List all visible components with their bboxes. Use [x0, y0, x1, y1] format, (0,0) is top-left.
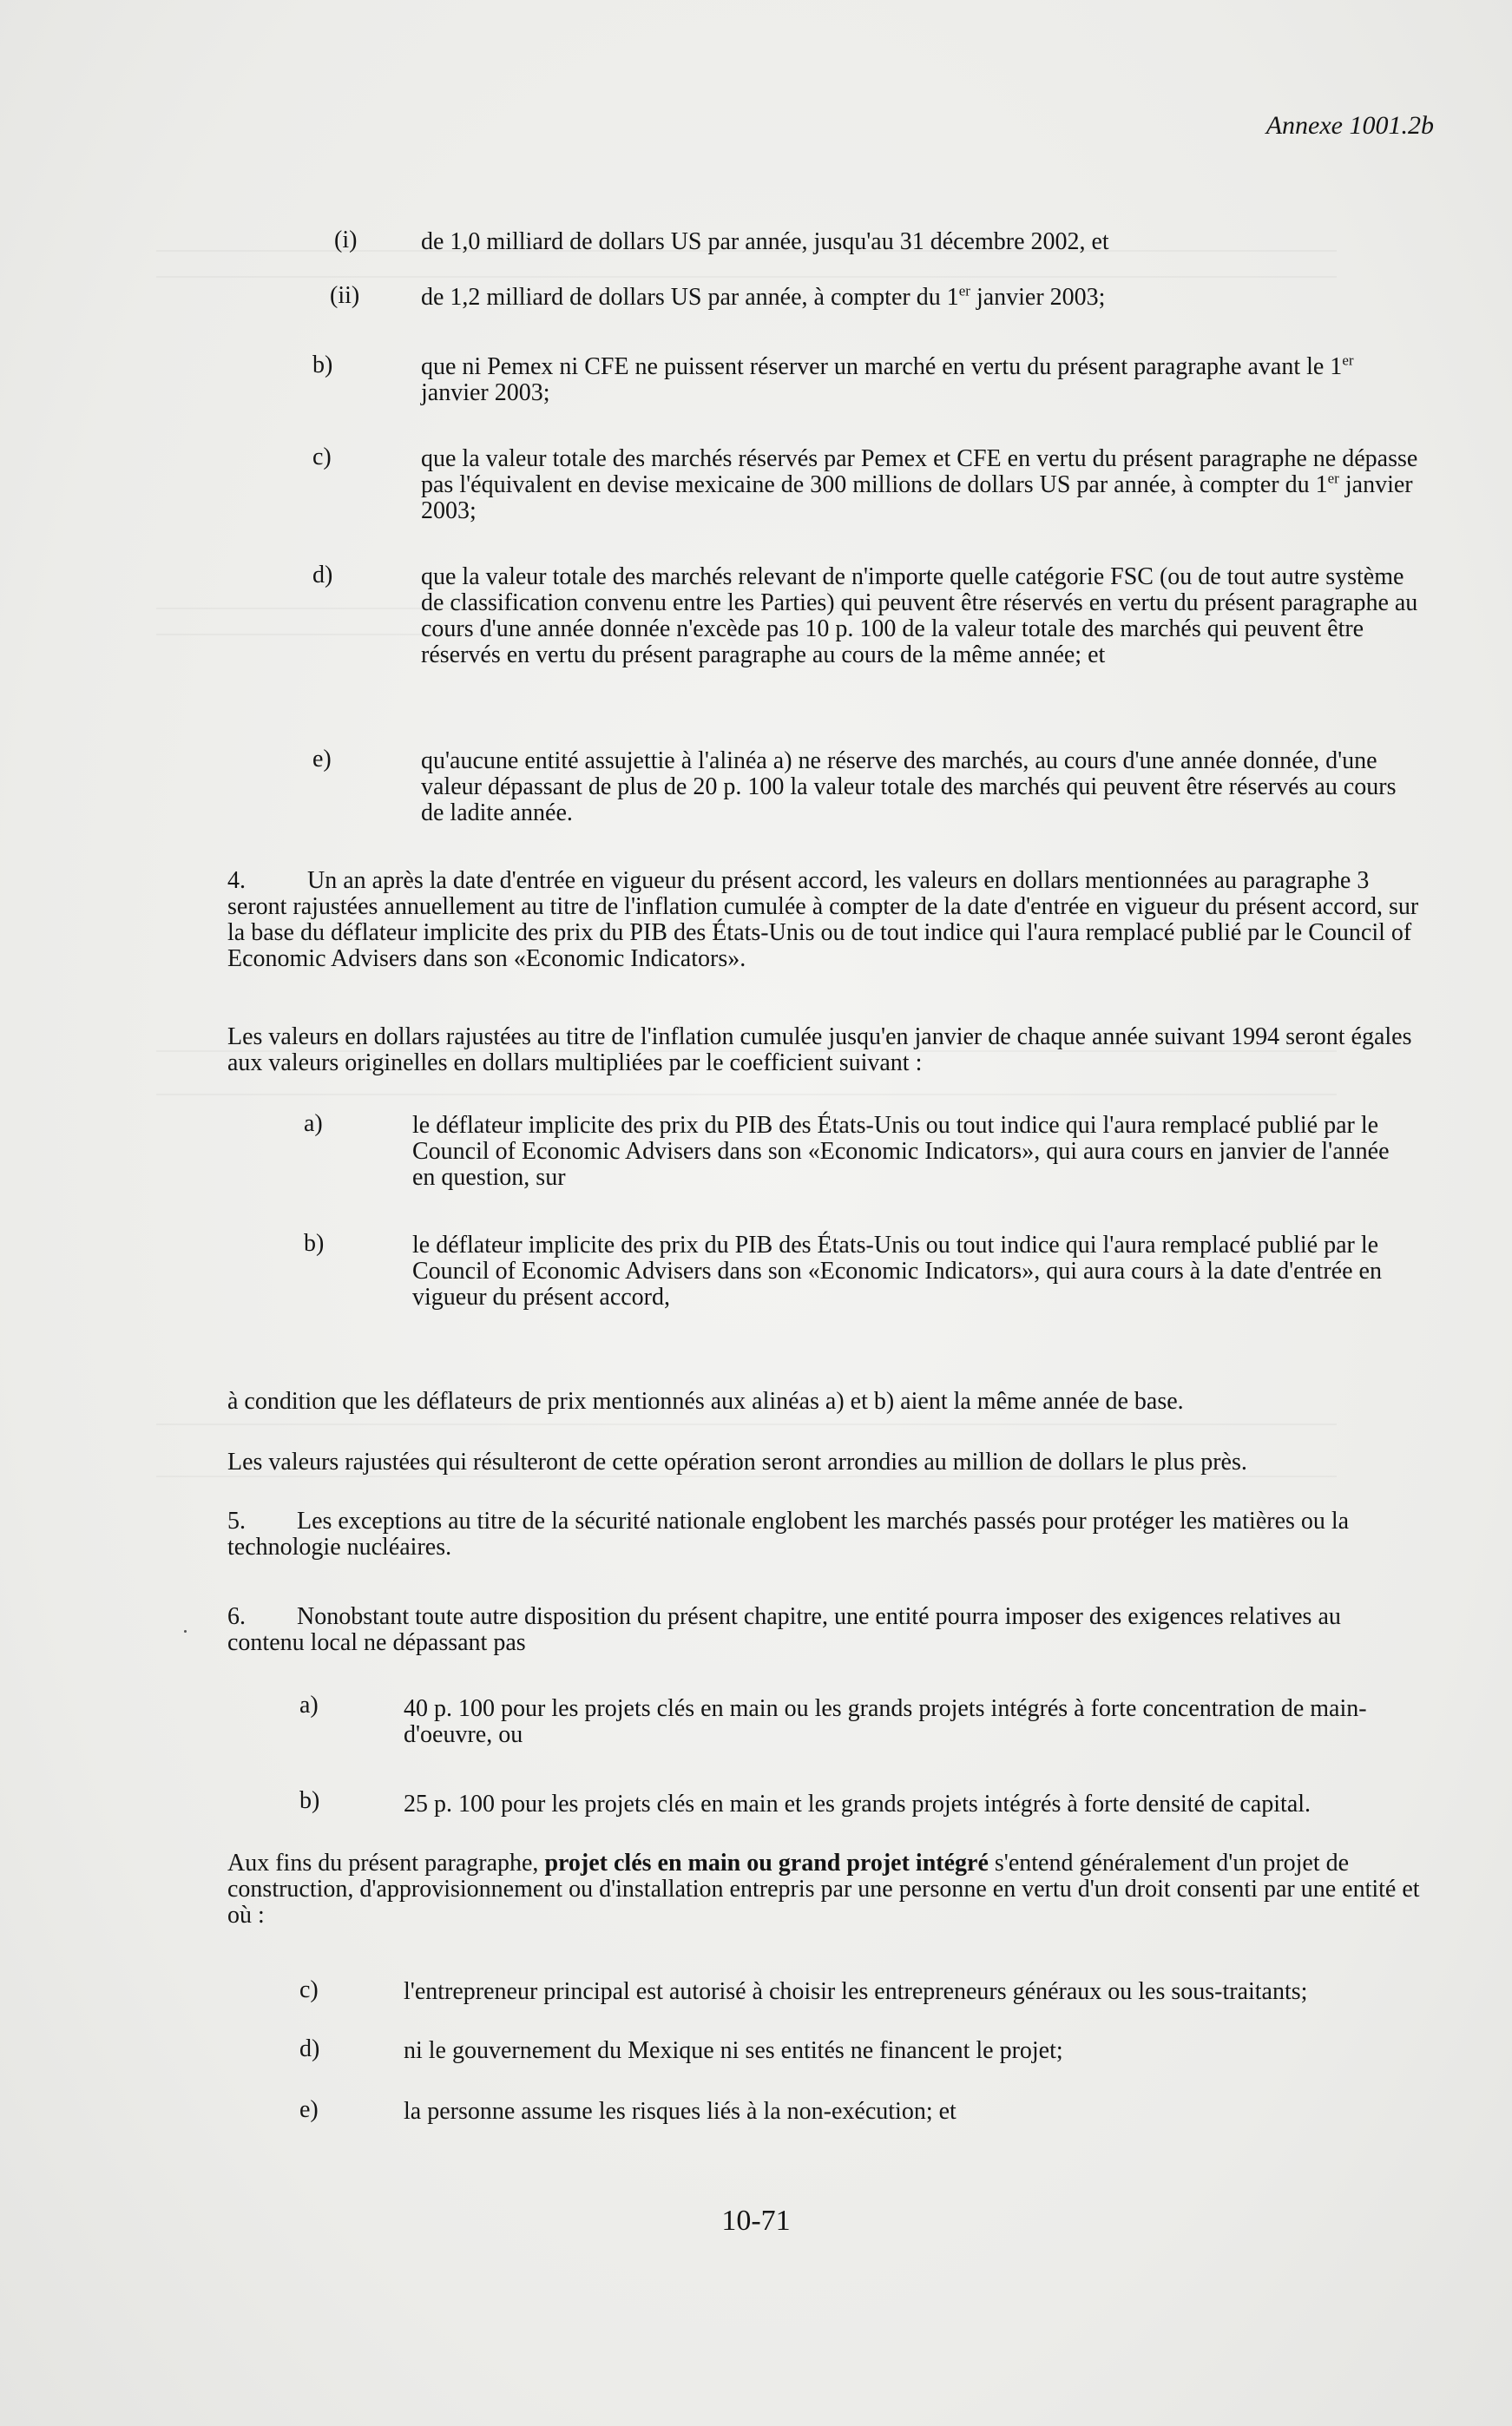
para4-item-a-text: le déflateur implicite des prix du PIB des États-Unis ou tout indice qui l'aura remplacé publié par le Council of Economic Advisers dans son «Economic Indicators», qui aura cours en janvier de l'année en question, sur: [412, 1112, 1390, 1191]
para6-item-e-text: la personne assume les risques liés à la non-exécution; et: [404, 2098, 957, 2125]
show-through-line: [156, 1476, 1337, 1477]
item-d-label: d): [312, 562, 333, 588]
item-e-text: qu'aucune entité assujettie à l'alinéa a) ne réserve des marchés, au cours d'une année donnée, d'une valeur dépassant de plus de 20 p. 100 la valeur totale des marchés qui peuvent être réservés au cours de ladite année.: [421, 747, 1397, 826]
annex-header: Annexe 1001.2b: [1265, 111, 1434, 140]
para6-item-a-label: a): [299, 1692, 319, 1719]
paragraph-6-definition: Aux fins du présent paragraphe, projet clés en main ou grand projet intégré s'entend généralement d'un projet de construction, d'approvisionnement ou d'installation entrepris par une personne en vertu d'un droit consenti par une entité et où :: [227, 1850, 1420, 1929]
para6-item-e-label: e): [299, 2096, 319, 2123]
para6-item-d-text: ni le gouvernement du Mexique ni ses entités ne financent le projet;: [404, 2037, 1063, 2064]
paragraph-4-condition: à condition que les déflateurs de prix mentionnés aux alinéas a) et b) aient la même année de base.: [227, 1388, 1184, 1415]
item-c-label: c): [312, 444, 332, 470]
scan-speck: [184, 1630, 187, 1633]
show-through-line: [156, 1094, 1337, 1095]
paragraph-4-rounding: Les valeurs rajustées qui résulteront de cette opération seront arrondies au million de dollars le plus près.: [227, 1449, 1247, 1476]
para4-item-a-label: a): [304, 1110, 323, 1137]
item-e-label: e): [312, 746, 332, 773]
para6-item-c-label: c): [299, 1976, 319, 2003]
para6-item-d-label: d): [299, 2035, 320, 2062]
para6-item-a-text: 40 p. 100 pour les projets clés en main ou les grands projets intégrés à forte concentration de main-d'oeuvre, ou: [404, 1695, 1367, 1748]
paragraph-4-continuation: Les valeurs en dollars rajustées au titre de l'inflation cumulée jusqu'en janvier de chaque année suivant 1994 seront égales aux valeurs originelles en dollars multipliées par le coefficient suivant :: [227, 1023, 1412, 1076]
show-through-line: [156, 276, 1337, 278]
para6-item-c-text: l'entrepreneur principal est autorisé à choisir les entrepreneurs généraux ou les sous-traitants;: [404, 1978, 1308, 2005]
item-b-text: que ni Pemex ni CFE ne puissent réserver un marché en vertu du présent paragraphe avant le 1er janvier 2003;: [421, 352, 1354, 406]
para4-item-b-label: b): [304, 1230, 325, 1257]
item-ii-text: de 1,2 milliard de dollars US par année, à compter du 1er janvier 2003;: [421, 282, 1106, 311]
paragraph-5: 5. Les exceptions au titre de la sécurité nationale englobent les marchés passés pour protéger les matières ou la technologie nucléaires.: [227, 1508, 1350, 1561]
paragraph-4: 4. Un an après la date d'entrée en vigueur du présent accord, les valeurs en dollars mentionnées au paragraphe 3 seront rajustées annuellement au titre de l'inflation cumulée à compter de la date d'entrée en vigueur du présent accord, sur la base du déflateur implicite des prix du PIB des États-Unis ou de tout indice qui l'aura remplacé publié par le Council of Economic Advisers dans son «Economic Indicators».: [227, 867, 1419, 972]
show-through-line: [156, 1423, 1337, 1425]
item-c-text: que la valeur totale des marchés réservés par Pemex et CFE en vertu du présent paragraphe ne dépasse pas l'équivalent en devise mexicaine de 300 millions de dollars US par année, à compter du 1er janvier 2003;: [421, 445, 1418, 524]
para6-item-b-text: 25 p. 100 pour les projets clés en main et les grands projets intégrés à forte densité de capital.: [404, 1791, 1311, 1818]
item-ii-label: (ii): [330, 282, 360, 309]
para6-item-b-label: b): [299, 1787, 320, 1814]
para4-item-b-text: le déflateur implicite des prix du PIB des États-Unis ou tout indice qui l'aura remplacé publié par le Council of Economic Advisers dans son «Economic Indicators», qui aura cours à la date d'entrée en vigueur du présent accord,: [412, 1232, 1382, 1311]
page-number: 10-71: [721, 2205, 791, 2237]
item-d-text: que la valeur totale des marchés relevant de n'importe quelle catégorie FSC (ou de tout autre système de classification convenu entre les Parties) qui peuvent être réservés en vertu du présent paragraphe au cours d'une année donnée n'excède pas 10 p. 100 de la valeur totale des marchés qui peuvent être réservés en vertu du présent paragraphe au cours de la même année; et: [421, 563, 1418, 668]
paragraph-6: 6. Nonobstant toute autre disposition du présent chapitre, une entité pourra imposer des exigences relatives au contenu local ne dépassant pas: [227, 1603, 1341, 1656]
item-i-label: (i): [334, 227, 358, 253]
item-b-label: b): [312, 352, 333, 378]
item-i-text: de 1,0 milliard de dollars US par année, jusqu'au 31 décembre 2002, et: [421, 228, 1109, 255]
